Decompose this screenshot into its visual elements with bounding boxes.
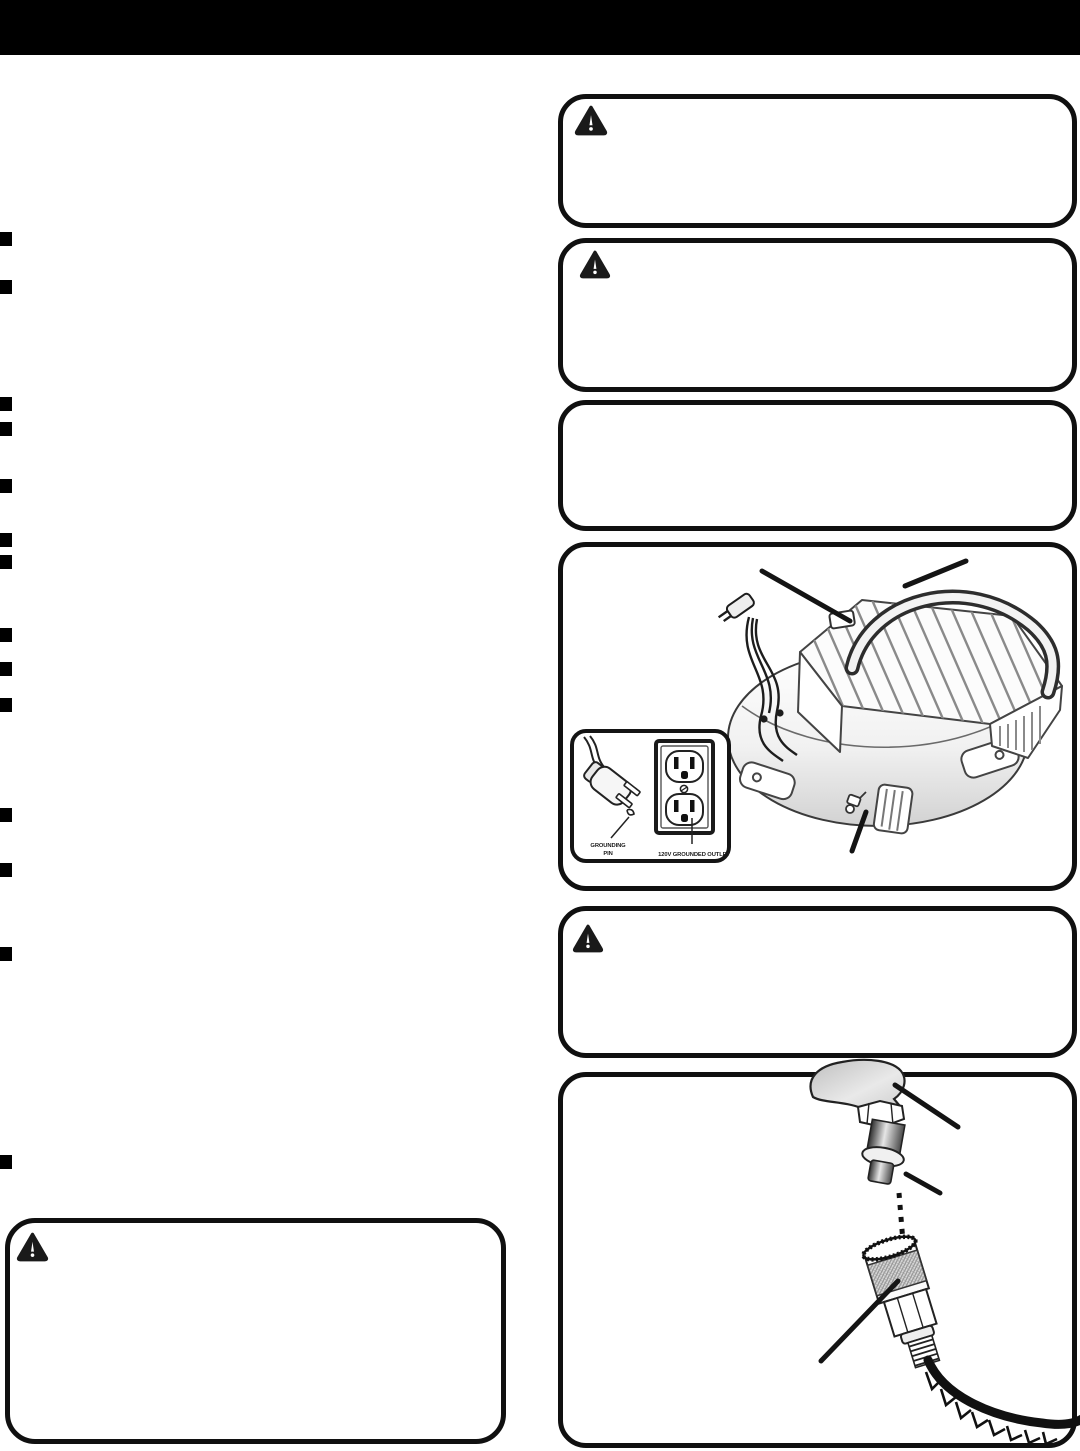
warning-icon: [574, 105, 608, 136]
air-hose: [926, 1360, 1080, 1444]
grounding-pin-label-line1: GROUNDING: [590, 843, 626, 849]
list-bullet-square: [0, 863, 12, 877]
quick-connect-plug: [858, 1101, 910, 1186]
warning-box-3: [558, 906, 1077, 1058]
list-bullet-square: [0, 533, 12, 547]
list-bullet-square: [0, 479, 12, 493]
alignment-dotted-line: [899, 1193, 903, 1242]
list-bullet-square: [0, 947, 12, 961]
note-box: [558, 400, 1077, 531]
grounding-pin-label-line2: PIN: [603, 851, 613, 857]
list-bullet-square: [0, 280, 12, 294]
list-bullet-square: [0, 662, 12, 676]
warning-box-bottom-left: [5, 1218, 506, 1444]
hose-connection-figure: [540, 1055, 1080, 1451]
warning-icon: [579, 250, 611, 279]
warning-icon: [572, 924, 604, 953]
outlet-illustration: [656, 741, 713, 844]
list-bullet-square: [0, 422, 12, 436]
grounding-inset: [572, 731, 730, 861]
list-bullet-square: [0, 628, 12, 642]
grounded-outlet-label: 120V GROUNDED OUTLET: [658, 852, 730, 858]
grounding-pin: [627, 810, 634, 815]
list-bullet-square: [0, 1155, 12, 1169]
list-bullet-square: [0, 397, 12, 411]
warning-box-1: [558, 94, 1077, 228]
list-bullet-square: [0, 232, 12, 246]
warning-box-2: [558, 238, 1077, 392]
list-bullet-square: [0, 808, 12, 822]
list-bullet-square: [0, 698, 12, 712]
warning-icon: [16, 1232, 49, 1262]
air-tool-handle: [811, 1060, 905, 1108]
page-header-bar: [0, 0, 1080, 55]
compressor-figure: [563, 547, 1072, 887]
list-bullet-square: [0, 555, 12, 569]
